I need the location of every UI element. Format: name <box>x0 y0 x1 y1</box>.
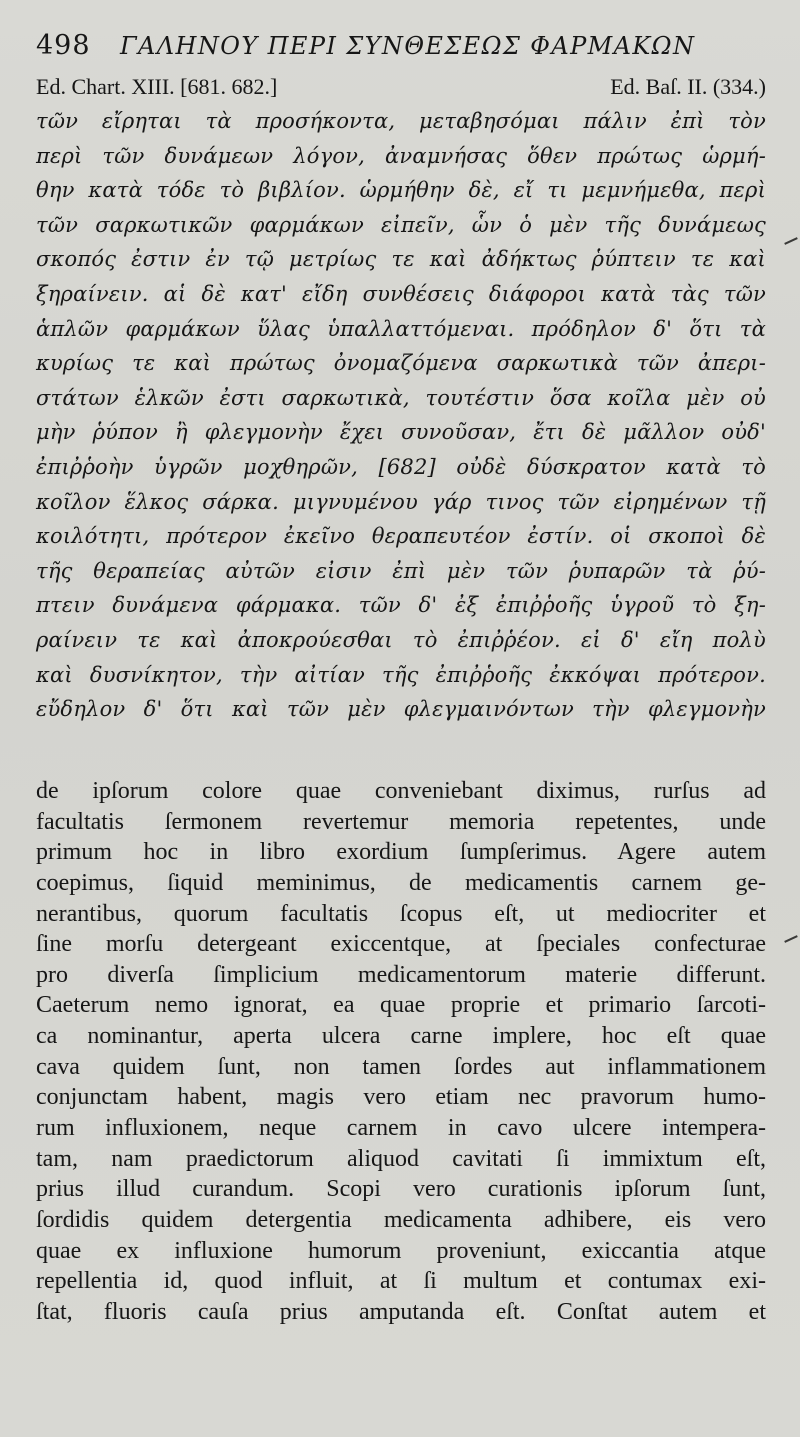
greek-line: ξηραίνειν. αἱ δὲ κατ' εἴδη συνθέσεις διάφοροι κατὰ τὰς τῶν <box>36 281 766 306</box>
latin-line: de ipſorum colore quae conveniebant diximus, rurſus ad <box>36 778 766 804</box>
greek-line: καὶ δυσνίκητον, τὴν αἰτίαν τῆς ἐπιῤῥοῆς ἐκκόψαι πρότερον. <box>36 662 766 687</box>
greek-line: ἐπιῤῥοὴν ὑγρῶν μοχθηρῶν, [682] οὐδὲ δύσκρατον κατὰ τὸ <box>36 454 766 479</box>
latin-line: conjunctam habent, magis vero etiam nec pravorum humo- <box>36 1084 766 1111</box>
greek-line: κυρίως τε καὶ πρώτως ὀνομαζόμενα σαρκωτικὰ τῶν ἀπερι- <box>36 351 766 376</box>
latin-line: cava quidem ſunt, non tamen ſordes aut inflammationem <box>36 1053 766 1080</box>
greek-line: θην κατὰ τόδε τὸ βιβλίον. ὡρμήθην δὲ, εἴ τι μεμνήμεθα, περὶ <box>36 178 766 203</box>
greek-line: τῶν σαρκωτικῶν φαρμάκων εἰπεῖν, ὧν ὁ μὲν τῆς δυνάμεως <box>36 212 766 237</box>
latin-line: rum influxionem, neque carnem in cavo ulcere intempera- <box>36 1115 766 1142</box>
greek-line: σκοπός ἐστιν ἐν τῷ μετρίως τε καὶ ἀδήκτως ῥύπτειν τε καὶ <box>36 247 766 272</box>
greek-line: ἁπλῶν φαρμάκων ὕλας ὑπαλλαττόμεναι. πρόδηλον δ' ὅτι τὰ <box>36 316 766 341</box>
latin-line: tam, nam praedictorum aliquod cavitati ſi immixtum eſt, <box>36 1145 766 1172</box>
greek-line: κοιλότητι, πρότερον ἐκεῖνο θεραπευτέον ἐστίν. οἱ σκοποὶ δὲ <box>36 524 766 549</box>
latin-line: repellentia id, quod influit, at ſi multum et contumax exi- <box>36 1268 766 1295</box>
greek-line: κοῖλον ἕλκος σάρκα. μιγνυμένου γάρ τινος τῶν εἰρημένων τῇ <box>36 489 766 514</box>
greek-line: τῶν εἴρηται τὰ προσήκοντα, μεταβησόμαι πάλιν ἐπὶ τὸν <box>36 109 766 133</box>
latin-line: ca nominantur, aperta ulcera carne implere, hoc eſt quae <box>36 1023 766 1050</box>
greek-line: τῆς θεραπείας αὐτῶν εἰσιν ἐπὶ μὲν τῶν ῥυπαρῶν τὰ ῥύ- <box>36 558 766 583</box>
edition-basel: Ed. Baſ. II. (334.) <box>610 74 766 99</box>
latin-line: ſine morſu detergeant exiccentque, at ſpeciales confecturae <box>36 931 766 958</box>
greek-line: μὴν ῥύπον ἢ φλεγμονὴν ἔχει συνοῦσαν, ἔτι δὲ μᾶλλον οὐδ' <box>36 420 766 445</box>
latin-line: coepimus, ſiquid meminimus, de medicamentis carnem ge- <box>36 869 766 896</box>
latin-line: prius illud curandum. Scopi vero curationis ipſorum ſunt, <box>36 1176 766 1203</box>
latin-line: primum hoc in libro exordium ſumpſerimus. Agere autem <box>36 839 766 866</box>
margin-mark <box>784 935 798 943</box>
latin-line: quae ex influxione humorum proveniunt, exiccantia atque <box>36 1237 766 1264</box>
greek-text <box>36 104 766 727</box>
latin-text <box>36 776 766 1328</box>
latin-line: nerantibus, quorum facultatis ſcopus eſt, ut mediocriter et <box>36 900 766 927</box>
edition-references <box>36 74 766 104</box>
page-header <box>36 30 766 70</box>
running-title: ΓΑΛΗΝΟΥ ΠΕΡΙ ΣΥΝΘΕΣΕΩΣ ΦΑΡΜΑΚΩΝ <box>120 32 696 60</box>
greek-line: πτειν δυνάμενα φάρμακα. τῶν δ' ἐξ ἐπιῤῥοῆς ὑγροῦ τὸ ξη- <box>36 593 766 618</box>
greek-line: εὔδηλον δ' ὅτι καὶ τῶν μὲν φλεγμαινόντων τὴν φλεγμονὴν <box>36 697 766 722</box>
greek-line: περὶ τῶν δυνάμεων λόγον, ἀναμνήσας ὅθεν πρώτως ὡρμή- <box>36 143 766 168</box>
edition-chartier: Ed. Chart. XIII. [681. 682.] <box>36 74 278 99</box>
latin-line: facultatis ſermonem revertemur memoria repetentes, unde <box>36 808 766 835</box>
margin-mark <box>784 237 798 245</box>
latin-line: ſordidis quidem detergentia medicamenta adhibere, eis vero <box>36 1206 766 1233</box>
latin-line: Caeterum nemo ignorat, ea quae proprie et primario ſarcoti- <box>36 992 766 1019</box>
page-number: 498 <box>36 30 91 61</box>
latin-line: ſtat, fluoris cauſa prius amputanda eſt. Conſtat autem et <box>36 1298 766 1325</box>
greek-line: στάτων ἑλκῶν ἐστι σαρκωτικὰ, τουτέστιν ὅσα κοῖλα μὲν οὐ <box>36 385 766 410</box>
greek-line: ραίνειν τε καὶ ἀποκρούεσθαι τὸ ἐπιῤῥέον. εἰ δ' εἴη πολὺ <box>36 627 766 652</box>
latin-line: pro diverſa ſimplicium medicamentorum materie differunt. <box>36 961 766 988</box>
